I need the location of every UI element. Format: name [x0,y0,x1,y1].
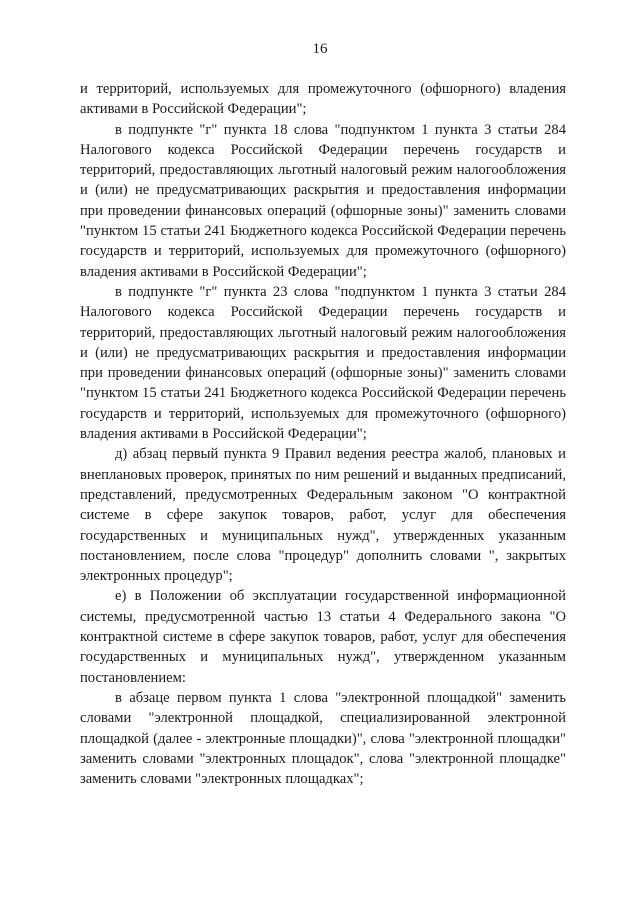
paragraph-4: д) абзац первый пункта 9 Правил ведения реестра жалоб, плановых и внеплановых проверок, принятых по ним решений и выданных предписаний, представлений, предусмотренных Федеральным законом "О контрактной системе в сфере закупок товаров, работ, услуг для обеспечения государственных и муниципальных нужд", утвержденных указанным постановлением, после слова "процедур" дополнить словами ", закрытых электронных процедур"; [80,446,566,585]
paragraph-3: в подпункте "г" пункта 23 слова "подпунктом 1 пункта 3 статьи 284 Налогового кодекса Российской Федерации перечень государств и территорий, предоставляющих льготный налоговый режим налогообложения и (или) не предусматривающих раскрытия и предоставления информации при проведении финансовых операций (офшорные зоны)" заменить словами "пунктом 15 статьи 241 Бюджетного кодекса Российской Федерации перечень государств и территорий, используемых для промежуточного (офшорного) владения активами в Российской Федерации"; [80,283,566,443]
paragraph-2: в подпункте "г" пункта 18 слова "подпунктом 1 пункта 3 статьи 284 Налогового кодекса Российской Федерации перечень государств и территорий, предоставляющих льготный налоговый режим налогообложения и (или) не предусматривающих раскрытия и предоставления информации при проведении финансовых операций (офшорные зоны)" заменить словами "пунктом 15 статьи 241 Бюджетного кодекса Российской Федерации перечень государств и территорий, используемых для промежуточного (офшорного) владения активами в Российской Федерации"; [80,121,566,280]
paragraph-6: в абзаце первом пункта 1 слова "электронной площадкой" заменить словами "электронной площадкой, специализированной электронной площадкой (далее - электронные площадки)", слова "электронной площадки" заменить словами "электронных площадок", слова "электронной площадке" заменить словами "электронных площадках"; [80,689,566,788]
document-body [80,79,566,789]
page-number: 16 [312,41,328,57]
paragraph-1: и территорий, используемых для промежуточного (офшорного) владения активами в Российской Федерации"; [80,81,566,118]
paragraph-5: е) в Положении об эксплуатации государственной информационной системы, предусмотренной частью 13 статьи 4 Федерального закона "О контрактной системе в сфере закупок товаров, работ, услуг для обеспечения государственных и муниципальных нужд", утвержденном указанным постановлением: [80,588,566,686]
